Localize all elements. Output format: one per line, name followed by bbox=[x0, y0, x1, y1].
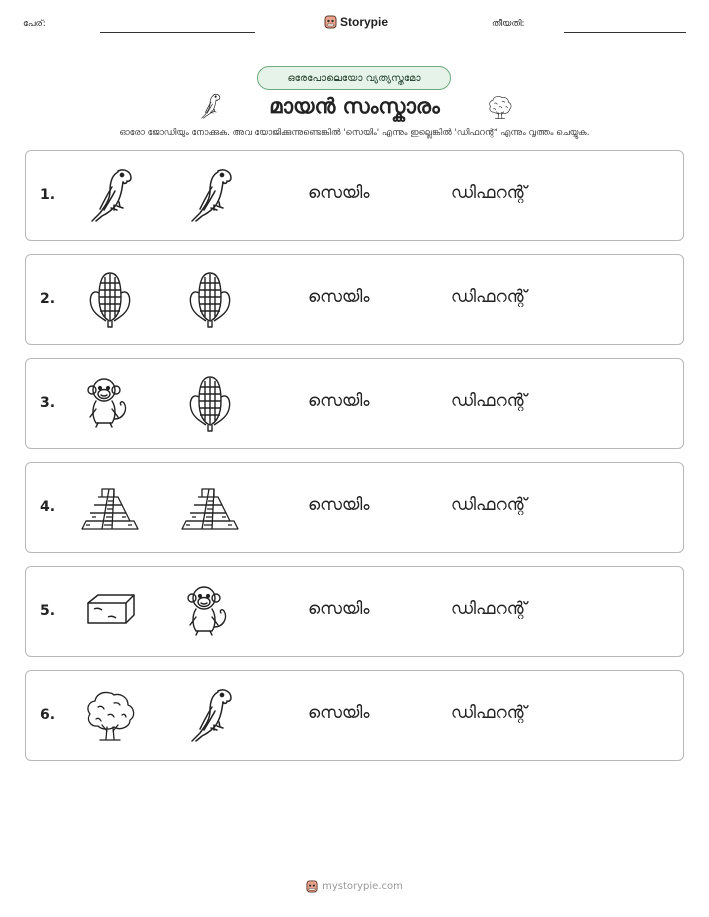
footer-url[interactable]: mystorypie.com bbox=[322, 881, 403, 892]
parrot-icon bbox=[78, 165, 142, 225]
question-card-2 bbox=[25, 254, 684, 345]
parrot-icon bbox=[178, 165, 242, 225]
pyramid-icon bbox=[78, 477, 142, 537]
question-number: 1. bbox=[40, 187, 56, 203]
question-number: 3. bbox=[40, 395, 56, 411]
worksheet-header bbox=[0, 0, 709, 40]
option-different[interactable]: ഡിഫറന്റ് bbox=[451, 391, 527, 411]
option-different[interactable]: ഡിഫറന്റ് bbox=[451, 287, 527, 307]
option-same[interactable]: സെയിം bbox=[308, 495, 370, 515]
question-card-5 bbox=[25, 566, 684, 657]
monkey-icon bbox=[178, 581, 242, 641]
brand-logo bbox=[324, 14, 388, 30]
question-card-3 bbox=[25, 358, 684, 449]
tree-icon bbox=[78, 685, 142, 745]
title-row bbox=[0, 90, 709, 124]
option-different[interactable]: ഡിഫറന്റ് bbox=[451, 703, 527, 723]
question-number: 2. bbox=[40, 291, 56, 307]
worksheet-type-badge: ഒരേപോലെയോ വ്യത്യസ്തമോ bbox=[257, 66, 451, 90]
corn-icon bbox=[178, 269, 242, 329]
option-different[interactable]: ഡിഫറന്റ് bbox=[451, 495, 527, 515]
date-field-line[interactable] bbox=[564, 32, 686, 33]
option-same[interactable]: സെയിം bbox=[308, 183, 370, 203]
corn-icon bbox=[178, 373, 242, 433]
option-same[interactable]: സെയിം bbox=[308, 287, 370, 307]
brand-name: Storypie bbox=[340, 15, 389, 29]
page-title: മായൻ സംസ്കാരം bbox=[269, 94, 440, 118]
question-number: 6. bbox=[40, 707, 56, 723]
question-card-6 bbox=[25, 670, 684, 761]
option-same[interactable]: സെയിം bbox=[308, 703, 370, 723]
footer bbox=[0, 879, 709, 894]
question-card-1 bbox=[25, 150, 684, 241]
option-different[interactable]: ഡിഫറന്റ് bbox=[451, 599, 527, 619]
stone-block-icon bbox=[78, 581, 142, 641]
instructions: ഓരോ ജോഡിയും നോക്കുക. അവ യോജിക്കുന്നുണ്ടെങ്കിൽ 'സെയിം' എന്നും ഇല്ലെങ്കിൽ 'ഡിഫറന്റ്' എന്നും വൃത്തം ചെയ്യുക. bbox=[119, 128, 590, 138]
tree-icon bbox=[485, 91, 515, 123]
corn-icon bbox=[78, 269, 142, 329]
question-card-4 bbox=[25, 462, 684, 553]
storypie-mascot-icon bbox=[324, 14, 337, 30]
name-label: പേര്: bbox=[23, 19, 46, 29]
parrot-icon bbox=[178, 685, 242, 745]
question-number: 4. bbox=[40, 499, 56, 515]
option-same[interactable]: സെയിം bbox=[308, 599, 370, 619]
date-label: തീയതി: bbox=[492, 19, 525, 29]
option-same[interactable]: സെയിം bbox=[308, 391, 370, 411]
storypie-mascot-icon bbox=[306, 879, 318, 894]
monkey-icon bbox=[78, 373, 142, 433]
name-field-line[interactable] bbox=[100, 32, 255, 33]
option-different[interactable]: ഡിഫറന്റ് bbox=[451, 183, 527, 203]
pyramid-icon bbox=[178, 477, 242, 537]
question-number: 5. bbox=[40, 603, 56, 619]
